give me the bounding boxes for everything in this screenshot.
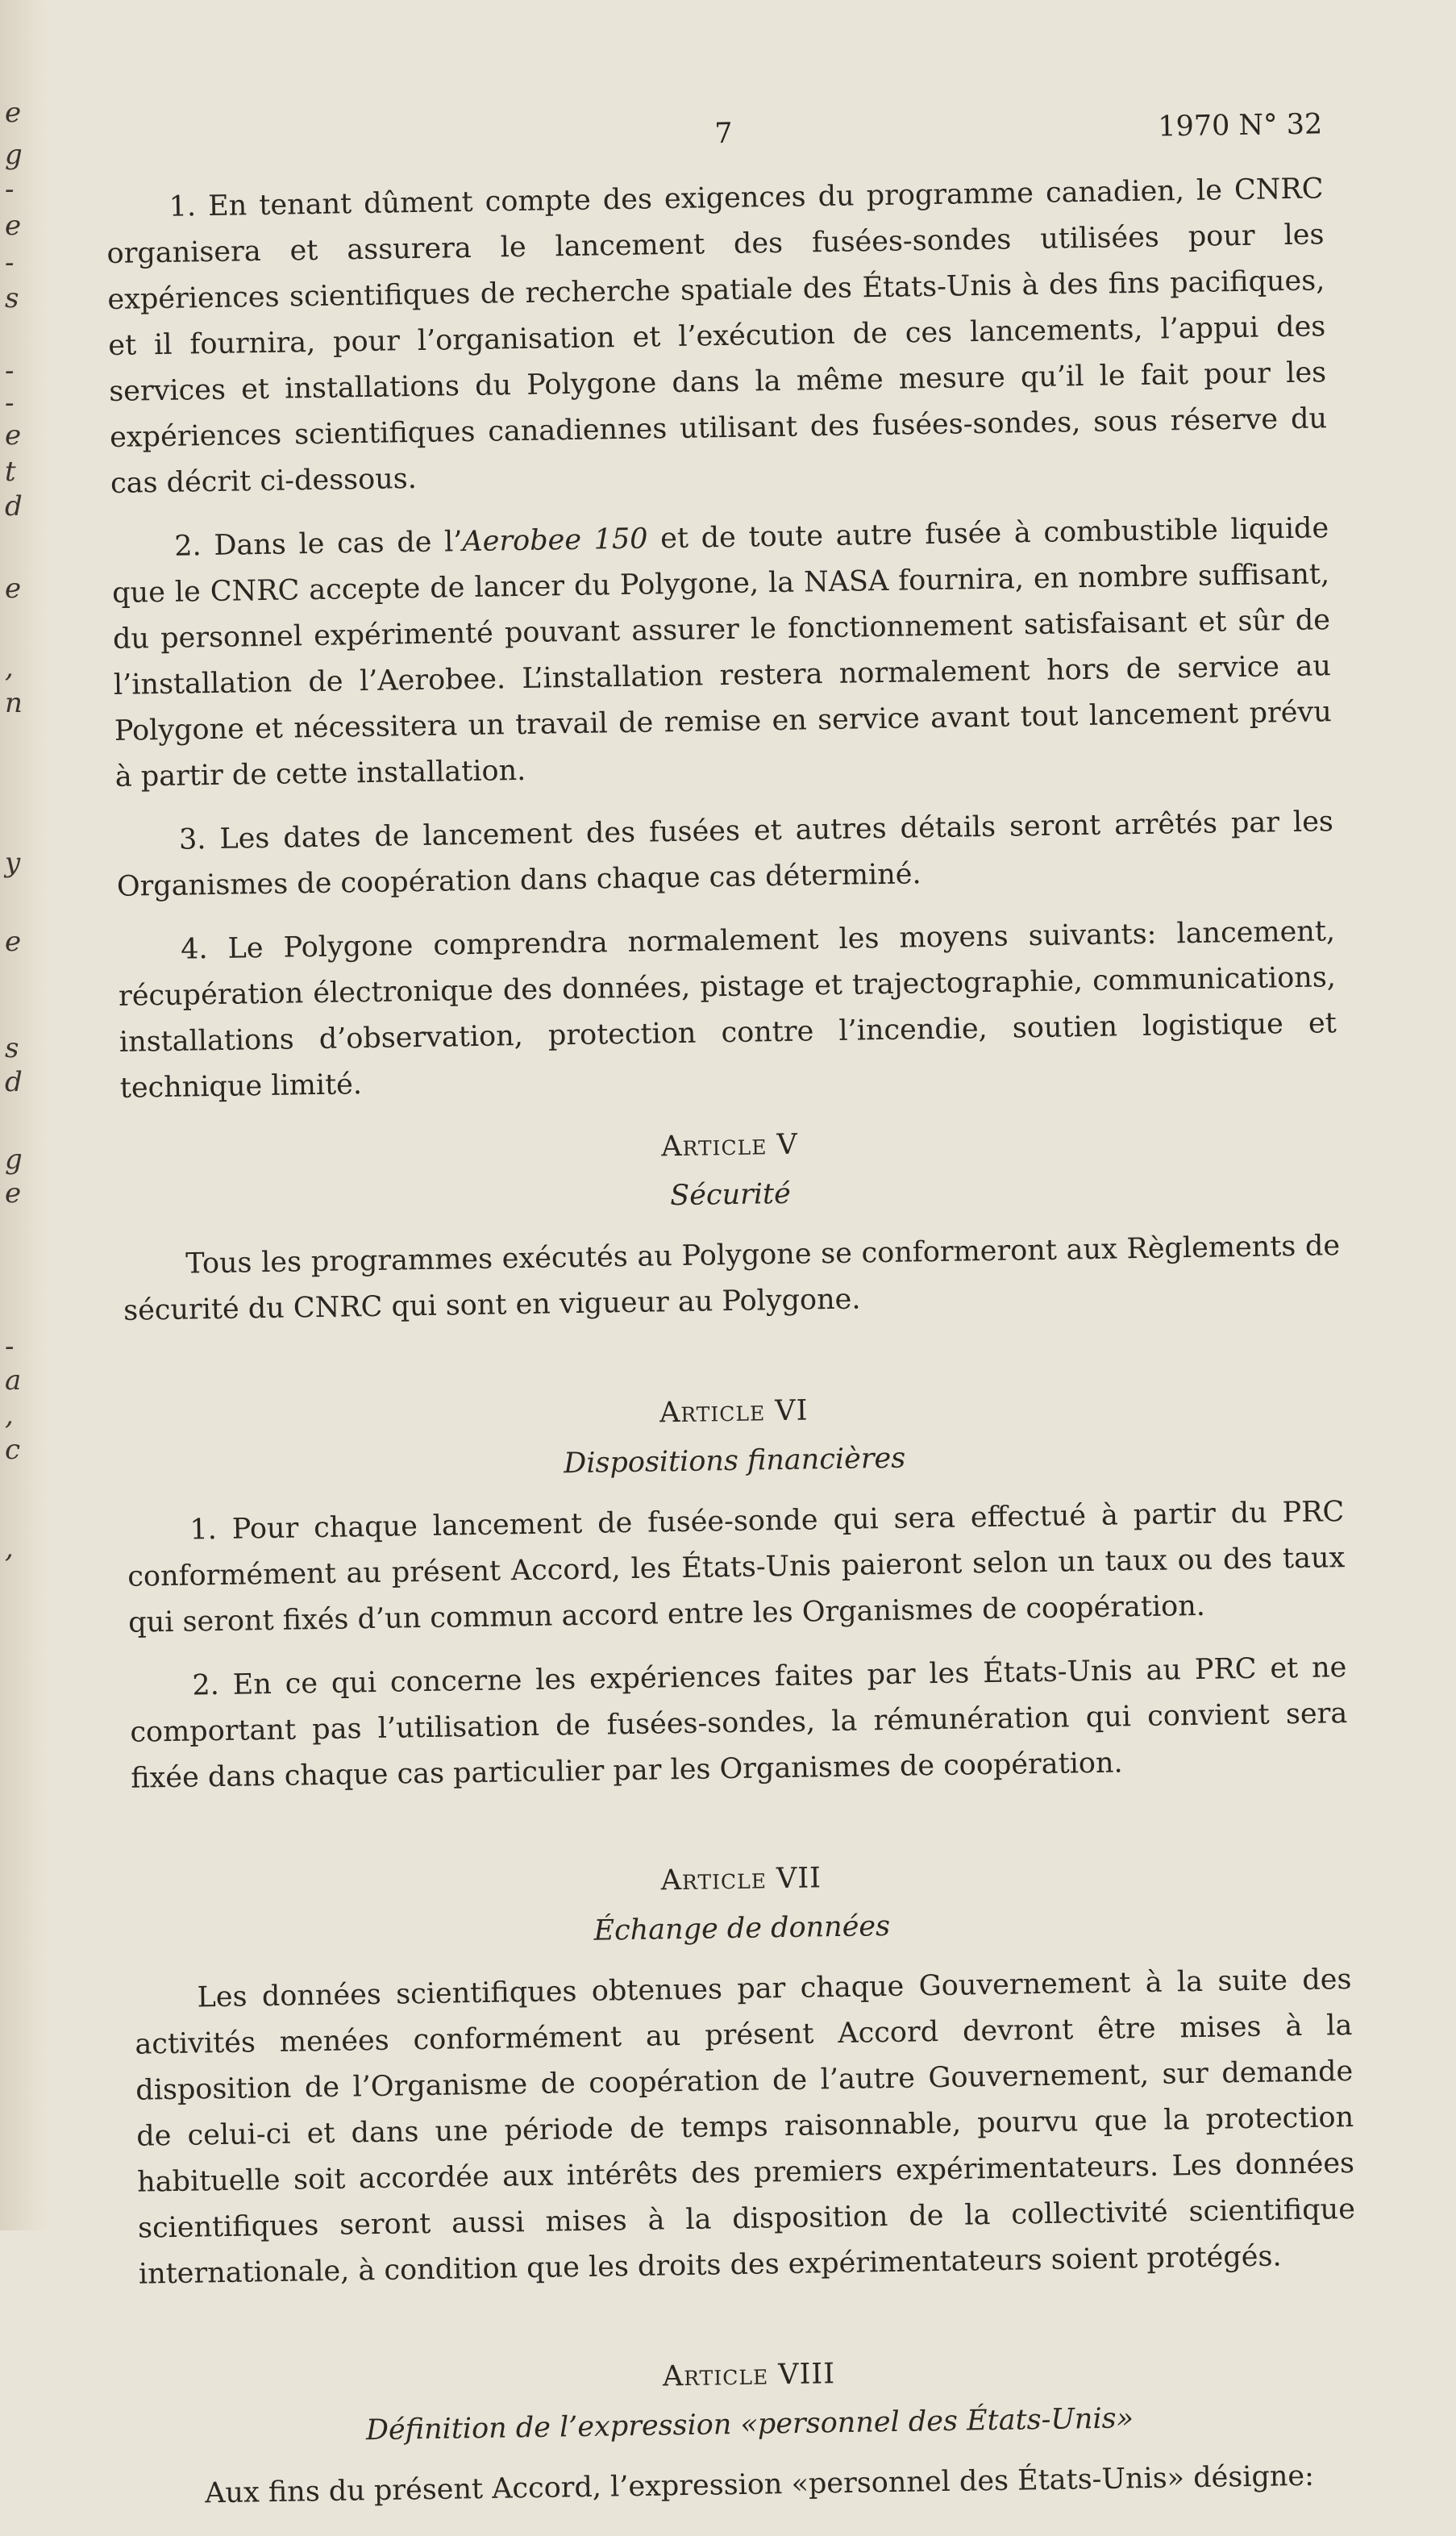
gutter-letter: c [5,1434,21,1466]
article-vi-heading: Article VI [659,1394,809,1430]
aerobee-name: Aerobee 150 [462,523,648,559]
binding-gutter [0,0,50,2230]
gutter-letter: , [5,652,14,684]
gutter-letter: s [5,282,19,314]
gutter-letter: e [5,419,22,452]
gutter-letter: - [5,387,15,419]
article-vi-paragraph-2: 2. En ce qui concerne les expériences faites par les États-Unis au PRC et ne comportant pas l’utilisation de fusées-sondes, la rémunération qui convient sera fixée dans chaque cas particulier par les Organismes de coopération. [130,1651,1348,1795]
gutter-letter: e [5,1177,22,1210]
volume-reference: 1970 N° 32 [1157,108,1323,144]
gutter-letter: - [5,1330,15,1363]
paragraph-2-start: 2. Dans le cas de l’ [173,526,463,563]
article-vii-heading: Article VII [660,1862,822,1897]
gutter-letter: y [5,847,21,879]
paragraph-2-rest: et de toute autre fusée à combustible liquide que le CNRC accepte de lancer du Polygone, la NASA fournira, en nombre suffisant, du personnel expérimenté pouvant assurer le fonctionnement satisfaisant et sûr de l’installation de l’Aerobee. L’installation restera normalement hors de service au Polygone et nécessitera un travail de remise en service avant tout lancement prévu à partir de cette installation. [111,512,1333,793]
page-number: 7 [714,117,733,151]
gutter-letter: g [5,139,23,171]
gutter-letter: e [5,97,22,129]
gutter-letter: - [5,355,15,387]
gutter-letter: s [5,1032,19,1064]
gutter-letter: e [5,926,22,958]
paragraph-2 [111,506,1333,801]
gutter-letter: g [5,1143,23,1176]
gutter-letter: d [5,1066,23,1098]
article-viii-subheading: Définition de l’expression «personnel des États-Unis» [365,2402,1134,2447]
gutter-letter: e [5,210,22,242]
gutter-letter: e [5,573,22,605]
document-page [105,102,1360,2535]
paragraph-4: 4. Le Polygone comprendra normalement les moyens suivants: lancement, récupération électronique des données, pistage et trajectographie, communications, installations d’observation, protection contre l’incendie, soutien logistique et technique limité. [118,915,1337,1105]
article-v-subheading: Sécurité [669,1177,792,1213]
article-viii-heading: Article VIII [662,2358,836,2393]
gutter-letter: n [5,687,23,719]
article-vi-subheading: Dispositions financières [563,1442,906,1480]
article-viii-paragraph: Aux fins du présent Accord, l’expression «personnel des États-Unis» désigne: [204,2459,1315,2510]
gutter-letter: - [5,247,15,279]
article-v-heading: Article V [660,1128,799,1164]
article-vii-subheading: Échange de données [593,1909,891,1947]
paragraph-1: 1. En tenant dûment compte des exigences du programme canadien, le CNRC organisera et assurera le lancement des fusées-sondes utilisées pour les expériences scientifiques de recherche spatiale des États-Unis à des fins pacifiques, et il fournira, pour l’organisation et l’exécution de ces lancements, l’appui des services et installations du Polygone dans la même mesure qu’il le fait pour les expériences scientifiques canadiennes utilisant des fusées-sondes, sous réserve du cas décrit ci-dessous. [106,173,1328,500]
gutter-letter: , [5,1532,14,1564]
gutter-letter: d [5,490,23,523]
article-vi-paragraph-1: 1. Pour chaque lancement de fusée-sonde qui sera effectué à partir du PRC conformément au présent Accord, les États-Unis paieront selon un taux ou des taux qui seront fixés d’un commun accord entre les Organismes de coopération. [127,1496,1346,1639]
article-v-paragraph: Tous les programmes exécutés au Polygone se conformeront aux Règlements de sécurité du CNRC qui sont en vigueur au Polygone. [123,1230,1341,1327]
gutter-letter: , [5,1399,14,1431]
gutter-letter: - [5,173,15,206]
gutter-letter: t [5,456,16,488]
paragraph-3: 3. Les dates de lancement des fusées et autres détails seront arrêtés par les Organismes de coopération dans chaque cas déterminé. [116,806,1334,903]
gutter-letter: a [5,1364,22,1397]
article-vii-paragraph: Les données scientifiques obtenues par chaque Gouvernement à la suite des activités menées conformément au présent Accord devront être mises à la disposition de l’Organisme de coopération de l’autre Gouvernement, sur demande de celui-ci et dans une période de temps raisonnable, pourvu que la protection habituelle soit accordée aux intérêts des premiers expérimentateurs. Les données scientifiques seront aussi mises à la disposition de la collectivité scientifique internationale, à condition que les droits des expérimentateurs soient protégés. [135,1963,1356,2291]
